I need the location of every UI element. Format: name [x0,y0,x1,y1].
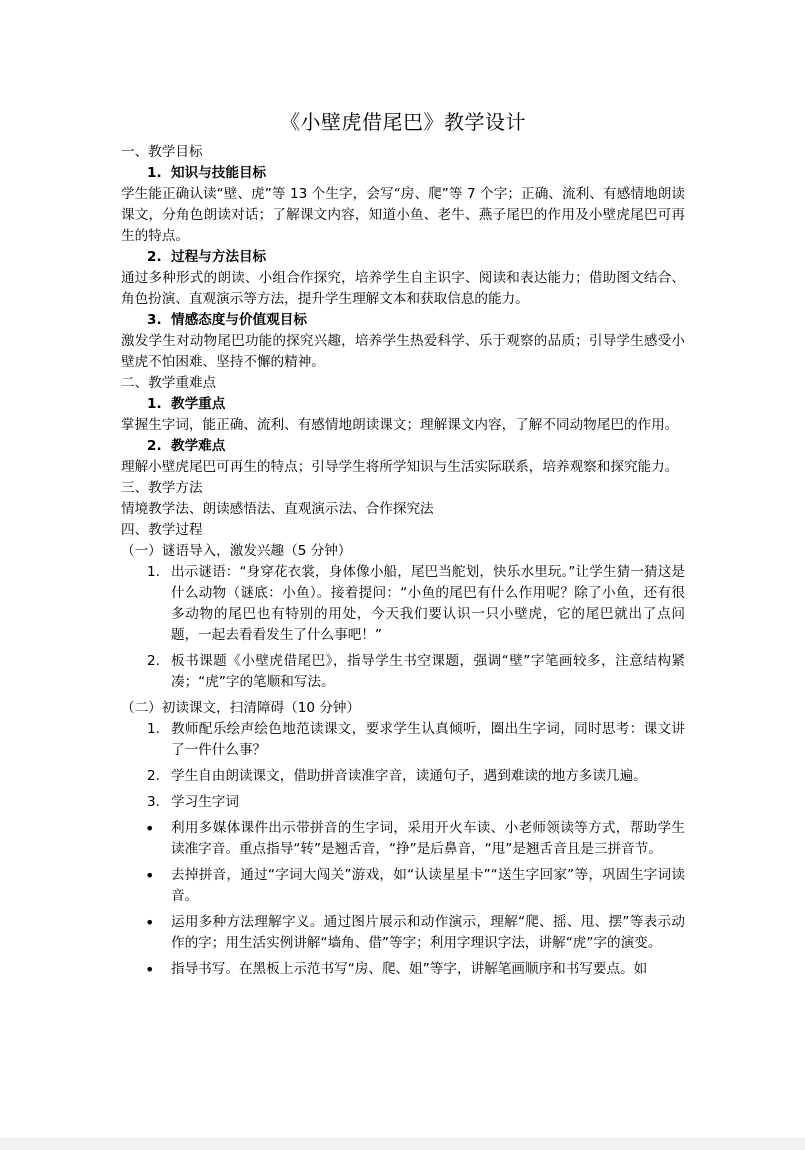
section-heading-1: 一、教学目标 [121,144,203,160]
bullet-icon: • [145,913,155,932]
list-item-text: 学习生字词 [171,794,239,810]
list-item-text: 出示谜语：“身穿花衣裳，身体像小船，尾巴当舵划，快乐水里玩。”让学生猜一猜这是什么动物（谜底：小鱼）。接着提问：“小鱼的尾巴有什么作用呢？除了小鱼，还有很多动物的尾巴也有特别的用处，今天我们要认识一只小壁虎，它的尾巴就出了点问题，一起去看看发生了什么事吧！” [171,564,685,643]
subheading-number: 1. [147,396,162,412]
paragraph-methods: 情境教学法、朗读感悟法、直观演示法、合作探究法 [121,501,434,517]
bullet-icon: • [145,819,155,838]
paragraph-difficulty: 理解小壁虎尾巴可再生的特点；引导学生将所学知识与生活实际联系，培养观察和探究能力。 [121,459,679,475]
bullet-icon: • [145,960,155,979]
section-heading-4: 四、教学过程 [121,522,203,538]
paragraph-process: 通过多种形式的朗读、小组合作探究，培养学生自主识字、阅读和表达能力；借助图文结合、角色扮演、直观演示等方法，提升学生理解文本和获取信息的能力。 [121,270,685,307]
section-heading-2: 二、教学重难点 [121,375,217,391]
process-step-1-title: （一）谜语导入，激发兴趣（5 分钟） [121,543,352,559]
list-item [121,719,685,761]
bullet-item-text: 指导书写。在黑板上示范书写“房、爬、姐”等字，讲解笔画顺序和书写要点。如 [171,961,648,977]
process-step-2-title: （二）初读课文，扫清障碍（10 分钟） [121,700,361,716]
bullet-item [121,959,685,980]
list-item-text: 学生自由朗读课文，借助拼音读准字音，读通句子，遇到难读的地方多读几遍。 [171,768,647,784]
list-item [121,651,685,693]
subheading-number: 1. [147,165,162,181]
subheading-text: 知识与技能目标 [171,165,267,181]
list-item [121,766,685,787]
bullet-item-text: 运用多种方法理解字义。通过图片展示和动作演示，理解“爬、摇、甩、摆”等表示动作的字；用生活实例讲解“墙角、借”等字；利用字理识字法，讲解“虎”字的演变。 [171,914,685,951]
list-item-text: 板书课题《小壁虎借尾巴》，指导学生书空课题，强调“壁”字笔画较多，注意结构紧凑；“虎”字的笔顺和写法。 [171,653,685,690]
subheading-number: 3. [147,312,162,328]
list-number: 1. [147,721,160,737]
list-item [121,562,685,646]
subheading-number: 2. [147,249,162,265]
document-title: 《小壁虎借尾巴》教学设计 [280,110,526,134]
bullet-item-text: 利用多媒体课件出示带拼音的生字词，采用开火车读、小老师领读等方式，帮助学生读准字音。重点指导“转”是翘舌音，“挣”是后鼻音，“甩”是翘舌音且是三拼音节。 [171,820,685,857]
paragraph-emotion: 激发学生对动物尾巴功能的探究兴趣，培养学生热爱科学、乐于观察的品质；引导学生感受小壁虎不怕困难、坚持不懈的精神。 [121,333,685,370]
subheading-difficulty [121,436,685,457]
section-heading-3: 三、教学方法 [121,480,203,496]
bullet-item [121,912,685,954]
list-number: 1. [147,564,160,580]
list-number: 2. [147,653,160,669]
subheading-knowledge [121,163,685,184]
paragraph-knowledge: 学生能正确认读“壁、虎”等 13 个生字，会写“房、爬”等 7 个字；正确、流利、有感情地朗读课文，分角色朗读对话；了解课文内容，知道小鱼、老牛、燕子尾巴的作用及小壁虎尾巴可再生的特点。 [121,186,685,244]
subheading-number: 2. [147,438,162,454]
document-body [121,108,685,985]
paragraph-focus: 掌握生字词，能正确、流利、有感情地朗读课文；理解课文内容，了解不同动物尾巴的作用。 [121,417,679,433]
subheading-text: 教学难点 [171,438,226,454]
subheading-text: 情感态度与价值观目标 [171,312,307,328]
list-item-text: 教师配乐绘声绘色地范读课文，要求学生认真倾听，圈出生字词，同时思考：课文讲了一件什么事？ [171,721,685,758]
bullet-item-text: 去掉拼音，通过“字词大闯关”游戏，如“认读星星卡”“送生字回家”等，巩固生字词读音。 [171,867,685,904]
subheading-text: 教学重点 [171,396,226,412]
bullet-icon: • [145,866,155,885]
bullet-item [121,865,685,907]
subheading-text: 过程与方法目标 [171,249,267,265]
list-number: 3. [147,794,160,810]
subheading-emotion [121,310,685,331]
list-number: 2. [147,768,160,784]
subheading-focus [121,394,685,415]
list-item [121,792,685,813]
subheading-process [121,247,685,268]
bullet-item [121,818,685,860]
